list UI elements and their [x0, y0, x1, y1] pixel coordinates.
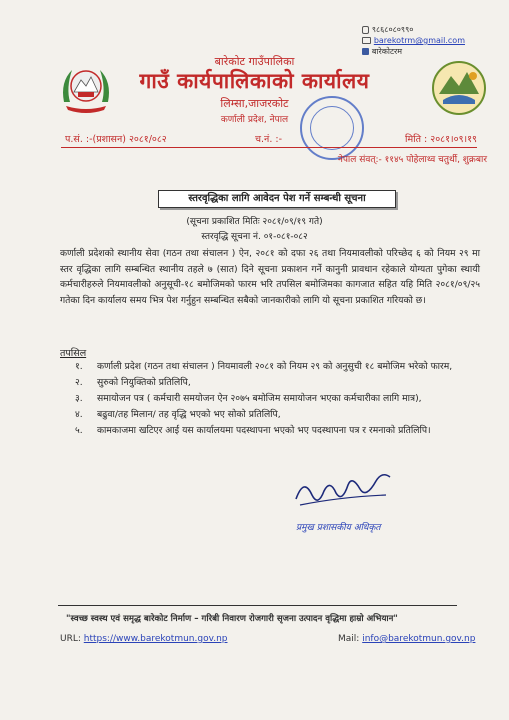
phone-number: ९८६८०८०९९०: [371, 25, 414, 34]
contact-block: [362, 24, 465, 57]
email-link[interactable]: barekotrm@gmail.com: [373, 36, 465, 45]
office-name-big: गाउँ कार्यपालिकाको कार्यालय: [139, 69, 370, 93]
list-item: १. कर्णाली प्रदेश (गठन तथा संचालन ) नियमावली २०८१ को नियम २९ को अनुसुची १८ बमोजिम भरेको फारम,: [75, 361, 453, 372]
footer-divider: [58, 605, 457, 606]
signature-caption: प्रमुख प्रशासकीय अधिकृत: [296, 523, 381, 533]
office-province: कर्णाली प्रदेश, नेपाल: [220, 115, 289, 125]
notice-body: कर्णाली प्रदेशको स्थानीय सेवा (गठन तथा संचालन ) ऐन, २०८१ को दफा २६ तथा नियमावलीको परिच्छेद ६ को नियम २९ मा स्तर वृद्धिका लागि सम्बन्धित स्थानीय तहले ७ (सात) दिने सूचना प्रकाशन गर्ने कानुनी प्रावधान रहेकाले योग्यता पुगेका स्थायी कर्मचारीहरुले नियमावलीको अनुसूची-१८ बमोजिमको फारम भरि तपसिल बमोजिमका कागजात सहित यहि मिति २०८१/०९/२५ गतेका दिन कार्यालय समय भित्र पेश गर्नुहुन सम्बन्धित सबैको जानकारीको लागि यो सूचना प्रकाशित गरियको छ।: [60, 248, 480, 306]
footer-mail: [338, 634, 475, 644]
facebook-handle: बारेकोटरम: [371, 47, 403, 56]
notice-published-date: (सूचना प्रकाशित मितिः २०८१/०९/१९ गते): [186, 217, 323, 227]
mail-link[interactable]: info@barekotmun.gov.np: [362, 634, 476, 644]
reference-number: प.सं. :-(प्रशासन) २०८१/०८२: [65, 134, 167, 145]
office-location: लिम्सा,जाजरकोट: [220, 97, 289, 110]
mail-label: Mail:: [338, 634, 360, 644]
dispatch-number: च.नं. :-: [255, 134, 282, 145]
url-label: URL:: [60, 634, 81, 644]
list-item: २. सुरुको नियुक्तिको प्रतिलिपि,: [75, 377, 191, 388]
document-list: [75, 359, 485, 439]
reference-row: [65, 130, 477, 146]
phone-icon: [362, 26, 369, 34]
footer-url: [60, 634, 228, 644]
office-seal-stamp: [300, 96, 364, 160]
website-link[interactable]: https://www.barekotmun.gov.np: [83, 634, 228, 644]
notice-number: स्तरवृद्धि सूचना नं. ०१-०८१-०८२: [201, 232, 308, 242]
nepal-sambat-date: नेपाल संवत्:- ११४५ पोहेलाथ्व चतुर्थी, शुक्रबार: [337, 155, 487, 165]
list-item: ४. बढुवा/तह मिलान/ तह वृद्धि भएको भए सोको प्रतिलिपि,: [75, 409, 281, 420]
list-item: ५. कामकाजमा खटिएर आई यस कार्यालयमा पदस्थापना भएको भए पदस्थापना पत्र र रमनाको प्रतिलिपि।: [75, 425, 431, 436]
list-heading: तपसिल: [60, 348, 87, 359]
office-name-small: बारेकोट गाउँपालिका: [214, 55, 295, 68]
notice-title: स्तरवृद्धिका लागि आवेदन पेश गर्ने सम्बन्धी सूचना: [158, 190, 396, 208]
header-divider: [61, 147, 477, 148]
list-item: ३. समायोजन पत्र ( कर्मचारी समयोजन ऐन २०७५ बमोजिम समायोजन भएका कर्मचारीका लागि मात्र),: [75, 393, 422, 404]
signature-icon: [290, 455, 400, 525]
mail-icon: [362, 37, 371, 44]
footer-motto: "स्वच्छ स्वस्थ एवं समृद्ध बारेकोट निर्माण – गरिबी निवारण रोजगारी सृजना उत्पादन वृद्धिमा हाम्रो अभियान": [66, 614, 398, 624]
letter-date: मिति : २०८१।०९।१९: [405, 134, 477, 145]
